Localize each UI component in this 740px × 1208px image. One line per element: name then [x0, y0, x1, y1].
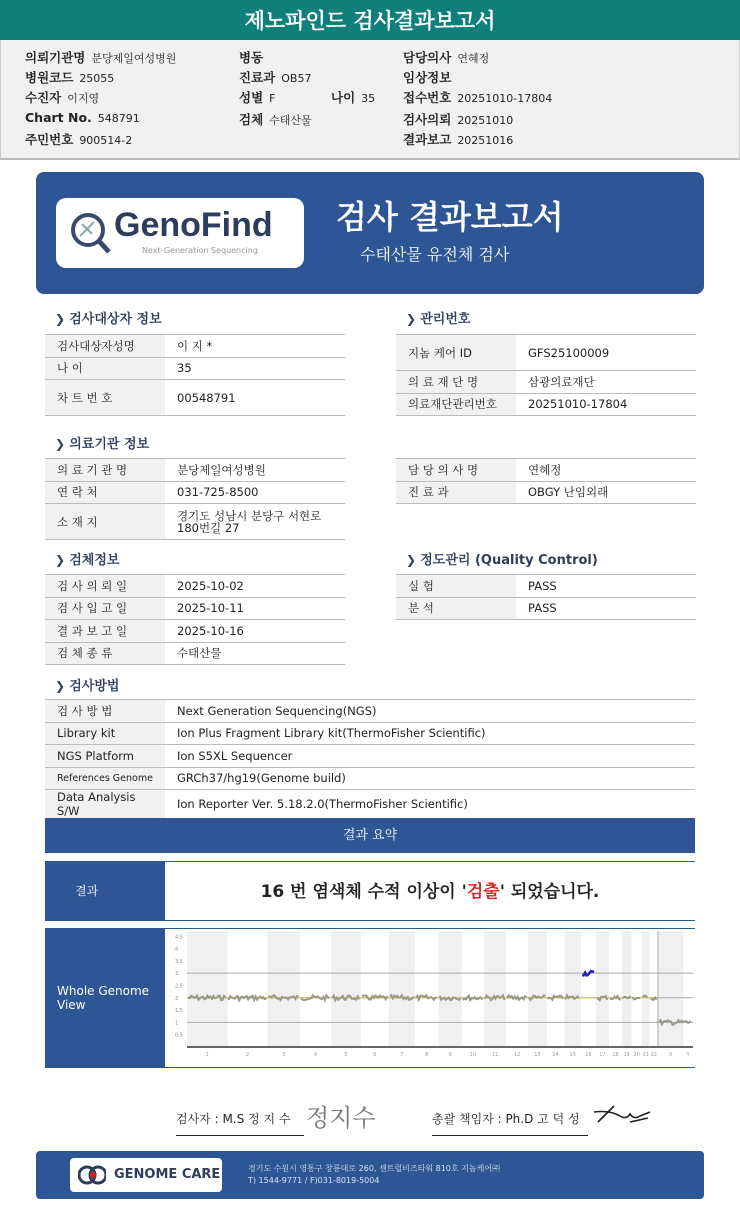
- genofind-logo: [56, 198, 304, 268]
- y-tick-label: 2: [175, 995, 179, 1002]
- row-label: Library kit: [45, 722, 165, 745]
- x-tick-label: X: [668, 1052, 673, 1058]
- chromosome-band: [484, 931, 506, 1047]
- info-col2-2: 성별 F: [239, 90, 276, 105]
- result-text: 16 번 염색체 수적 이상이 '검출' 되었습니다.: [165, 861, 695, 921]
- detected-highlight: 검출: [466, 882, 500, 902]
- director-signature: [590, 1102, 654, 1128]
- table-row: [45, 790, 695, 819]
- row-value: 35: [165, 357, 345, 380]
- info-col2-1: 진료과 OB57: [239, 70, 312, 85]
- row-label: 담 당 의 사 명: [396, 459, 516, 482]
- row-label: 검 사 방 법: [45, 700, 165, 723]
- row-label: 결 과 보 고 일: [45, 620, 165, 643]
- x-tick-label: 17: [599, 1052, 606, 1058]
- table-row: [45, 504, 345, 540]
- table-row: [45, 357, 345, 380]
- x-tick-label: 1: [205, 1052, 209, 1058]
- y-tick-label: 0.5: [175, 1032, 183, 1039]
- chromosome-band: [187, 931, 228, 1047]
- row-value: 00548791: [165, 380, 345, 416]
- info-col3-2: 접수번호 20251010-17804: [403, 90, 553, 105]
- info-col1-4: 주민번호 900514-2: [25, 132, 133, 147]
- section-hospital-title: ❯ 의료기관 정보: [55, 433, 149, 452]
- table-mgmt: [396, 334, 696, 416]
- info-col3-3: 검사의뢰 20251010: [403, 112, 514, 127]
- row-value: 2025-10-02: [165, 575, 345, 598]
- table-row: [396, 335, 696, 371]
- x-tick-label: 11: [491, 1052, 499, 1058]
- chromosome-band: [658, 931, 683, 1047]
- x-tick-label: 20: [633, 1052, 640, 1058]
- row-value: 분당제일여성병원: [165, 459, 345, 482]
- x-tick-label: 9: [448, 1052, 452, 1058]
- y-tick-label: 2.5: [175, 983, 183, 990]
- section-specimen-title: ❯ 검체정보: [55, 549, 119, 568]
- row-label: 검 사 의 뢰 일: [45, 575, 165, 598]
- x-tick-label: 22: [650, 1052, 657, 1058]
- footer-address: 경기도 수원시 영통구 창룡대로 260, 센트럴비즈타워 810호 지놈케어㈜ T) 1544-9771 / F)031-8019-5004: [248, 1164, 501, 1185]
- table-row: [396, 393, 696, 416]
- chromosome-band: [642, 931, 650, 1047]
- x-tick-label: 7: [400, 1052, 404, 1058]
- table-hospital: [45, 458, 345, 540]
- x-tick-label: 2: [246, 1052, 250, 1058]
- genome-care-icon: [78, 1164, 106, 1186]
- y-tick-label: 4: [175, 946, 179, 953]
- x-tick-label: 8: [425, 1052, 429, 1058]
- table-row: [396, 481, 696, 504]
- row-label: 검사대상자성명: [45, 335, 165, 358]
- table-row: [45, 700, 695, 723]
- table-row: [45, 767, 695, 790]
- table-row: [45, 481, 345, 504]
- row-value: OBGY 난임외래: [516, 481, 696, 504]
- copy-number-trace: [463, 996, 483, 1001]
- copy-number-trace: [229, 996, 267, 1001]
- table-row: [396, 459, 696, 482]
- info-col1-1: 병원코드 25055: [25, 70, 115, 85]
- table-method: [45, 699, 695, 819]
- chromosome-band: [268, 931, 300, 1047]
- row-value: Ion Reporter Ver. 5.18.2.0(ThermoFisher Scientific): [165, 790, 695, 819]
- chromosome-band: [564, 931, 581, 1047]
- row-value: PASS: [516, 575, 696, 598]
- report-subtitle: 수태산물 유전체 검사: [360, 245, 510, 264]
- table-specimen: [45, 574, 345, 665]
- x-tick-label: 14: [552, 1052, 559, 1058]
- x-tick-label: 3: [282, 1052, 286, 1058]
- logo-subtext: Next-Generation Sequencing: [142, 246, 258, 255]
- y-tick-label: 3: [175, 971, 179, 978]
- request-info-panel: [0, 40, 740, 160]
- row-label: References Genome: [45, 767, 165, 790]
- row-label: 의료재단관리번호: [396, 393, 516, 416]
- table-row: [45, 642, 345, 665]
- row-label: 검 사 입 고 일: [45, 597, 165, 620]
- y-tick-label: 4.5: [175, 934, 183, 941]
- info-age: 나이 35: [331, 90, 376, 105]
- x-tick-label: 13: [534, 1052, 541, 1058]
- chromosome-band: [439, 931, 462, 1047]
- row-label: 연 락 처: [45, 481, 165, 504]
- table-row: [45, 620, 345, 643]
- tester-label: 검사자 : M.S 정 지 수: [176, 1110, 304, 1136]
- x-tick-label: 10: [469, 1052, 477, 1058]
- y-tick-label: 3.5: [175, 958, 183, 965]
- info-col2-3: 검체 수태산물: [239, 112, 312, 127]
- info-col3-4: 결과보고 20251016: [403, 132, 514, 147]
- chromosome-band: [622, 931, 632, 1047]
- x-tick-label: 18: [612, 1052, 619, 1058]
- x-tick-label: 21: [642, 1052, 649, 1058]
- row-label: 차 트 번 호: [45, 380, 165, 416]
- x-tick-label: 5: [344, 1052, 348, 1058]
- row-value: PASS: [516, 597, 696, 620]
- y-tick-label: 1: [175, 1020, 179, 1027]
- table-row: [396, 597, 696, 620]
- table-subject: [45, 334, 345, 416]
- report-title: 검사 결과보고서: [336, 198, 564, 236]
- info-col1-3: Chart No. 548791: [25, 110, 140, 125]
- chromosome-band: [389, 931, 415, 1047]
- row-label: 의 료 재 단 명: [396, 371, 516, 394]
- row-label: 지놈 케어 ID: [396, 335, 516, 371]
- row-label: 분 석: [396, 597, 516, 620]
- chromosome-band: [683, 931, 693, 1047]
- table-row: [45, 335, 345, 358]
- result-label: 결과: [45, 861, 165, 921]
- row-value: 수태산물: [165, 642, 345, 665]
- table-row: [396, 575, 696, 598]
- x-tick-label: 4: [313, 1052, 318, 1058]
- info-col1-2: 수진자 이지영: [25, 90, 100, 105]
- genome-chart: [165, 929, 695, 1067]
- row-value: Ion S5XL Sequencer: [165, 745, 695, 768]
- x-tick-label: 16: [585, 1052, 592, 1058]
- row-label: 실 험: [396, 575, 516, 598]
- logo-text: GenoFind: [114, 206, 273, 244]
- info-col3-0: 담당의사 연혜정: [403, 50, 490, 65]
- row-value: Ion Plus Fragment Library kit(ThermoFisher Scientific): [165, 722, 695, 745]
- table-row: [45, 380, 345, 416]
- chromosome-band: [596, 931, 609, 1047]
- row-value: GRCh37/hg19(Genome build): [165, 767, 695, 790]
- row-label: 소 재 지: [45, 504, 165, 540]
- row-value: 연혜정: [516, 459, 696, 482]
- row-value: Next Generation Sequencing(NGS): [165, 700, 695, 723]
- row-value: 2025-10-16: [165, 620, 345, 643]
- footer: [36, 1151, 704, 1199]
- x-tick-label: 15: [569, 1052, 576, 1058]
- chromosome-band: [331, 931, 361, 1047]
- x-tick-label: 12: [513, 1052, 521, 1058]
- report-header-card: [36, 172, 704, 294]
- report-title-bar: 제노파인드 검사결과보고서: [0, 0, 740, 40]
- row-value: 031-725-8500: [165, 481, 345, 504]
- table-row: [45, 722, 695, 745]
- section-subject-title: ❯ 검사대상자 정보: [55, 308, 162, 327]
- row-value: 20251010-17804: [516, 393, 696, 416]
- genome-care-logo: GENOME CARE: [70, 1158, 222, 1192]
- chromosome-band: [528, 931, 547, 1047]
- section-mgmt-title: ❯ 관리번호: [406, 308, 470, 327]
- row-label: 검 체 종 류: [45, 642, 165, 665]
- row-label: NGS Platform: [45, 745, 165, 768]
- table-qc: [396, 574, 696, 620]
- info-col1-0: 의뢰기관명 분당제일여성병원: [25, 50, 177, 65]
- whole-genome-view: [165, 928, 695, 1068]
- info-col2-0: 병동: [239, 50, 264, 65]
- row-value: GFS25100009: [516, 335, 696, 371]
- section-qc-title: ❯ 정도관리 (Quality Control): [406, 549, 598, 568]
- info-col3-1: 임상정보: [403, 70, 452, 85]
- y-tick-label: 1.5: [175, 1008, 183, 1015]
- x-tick-label: Y: [686, 1052, 690, 1058]
- x-tick-label: 19: [623, 1052, 630, 1058]
- row-label: 나 이: [45, 357, 165, 380]
- x-tick-label: 6: [373, 1052, 377, 1058]
- copy-number-trace: [507, 996, 526, 1000]
- tester-signature: 정지수: [306, 1104, 376, 1132]
- row-value: 삼광의료재단: [516, 371, 696, 394]
- table-row: [45, 459, 345, 482]
- row-label: 진 료 과: [396, 481, 516, 504]
- table-row: [396, 371, 696, 394]
- row-label: Data Analysis S/W: [45, 790, 165, 819]
- table-row: [45, 745, 695, 768]
- wgv-label: Whole Genome View: [45, 928, 165, 1068]
- row-value: 2025-10-11: [165, 597, 345, 620]
- copy-number-trace: [633, 997, 641, 999]
- table-row: [45, 575, 345, 598]
- row-value: 이 지 *: [165, 335, 345, 358]
- magnifier-dna-icon: [68, 210, 112, 256]
- summary-banner: 결과 요약: [45, 818, 695, 853]
- table-doctor: [396, 458, 696, 504]
- director-label: 총괄 책임자 : Ph.D 고 덕 성: [432, 1110, 588, 1136]
- row-value: 경기도 성남시 분당구 서현로 180번길 27: [165, 504, 345, 540]
- table-row: [45, 597, 345, 620]
- section-method-title: ❯ 검사방법: [55, 675, 119, 694]
- row-label: 의 료 기 관 명: [45, 459, 165, 482]
